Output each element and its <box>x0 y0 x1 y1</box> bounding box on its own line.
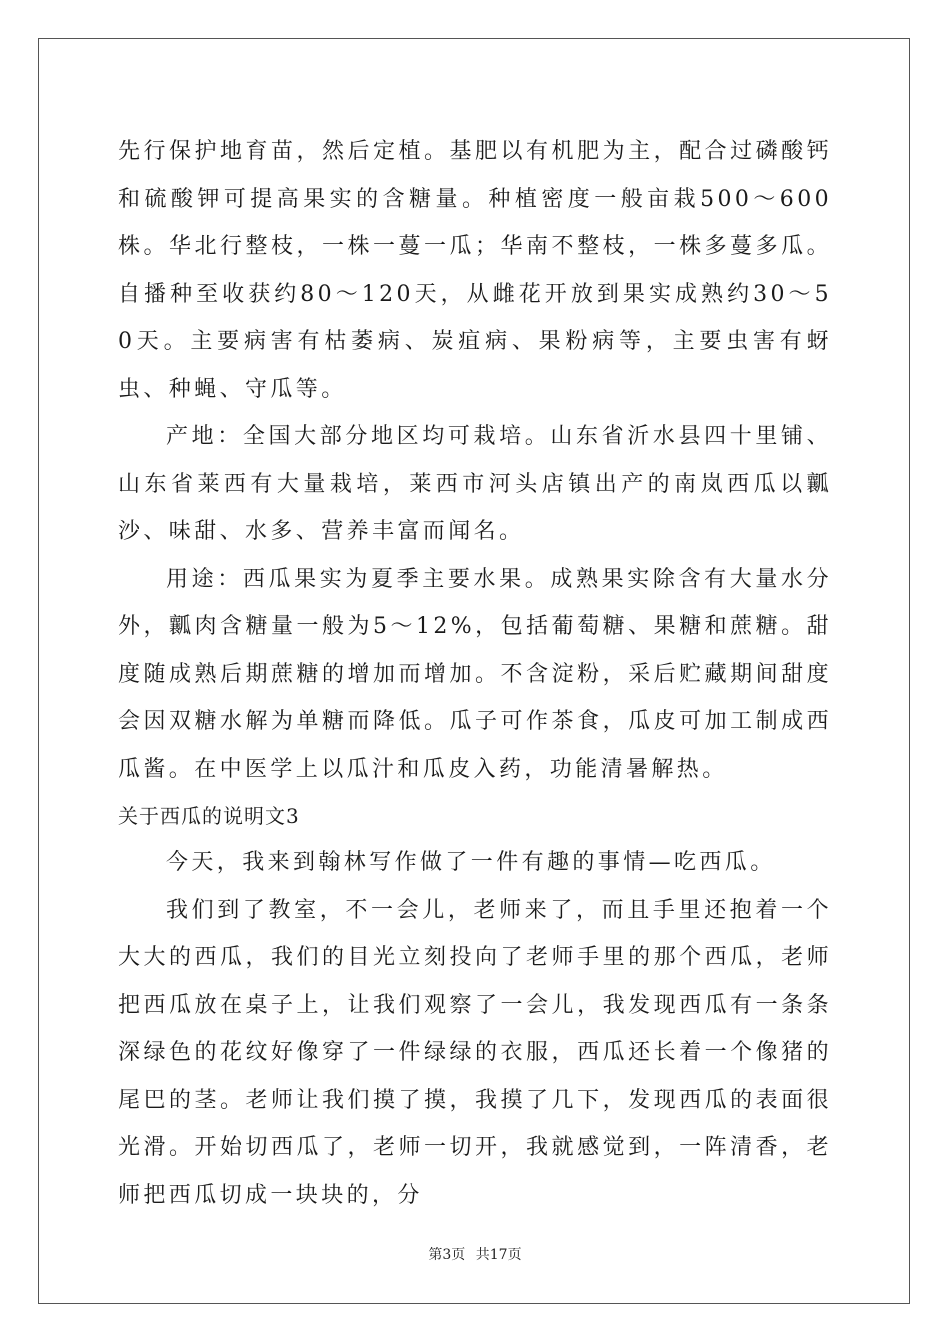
page-footer <box>0 1244 950 1264</box>
paragraph-origin: 产地：全国大部分地区均可栽培。山东省沂水县四十里铺、山东省莱西有大量栽培，莱西市河头店镇出产的南岚西瓜以瓤沙、味甜、水多、营养丰富而闻名。 <box>118 424 832 544</box>
paragraph-intro: 今天，我来到翰林写作做了一件有趣的事情—吃西瓜。 <box>166 850 776 875</box>
page-number: 第3页 <box>428 1247 466 1263</box>
paragraph-story: 我们到了教室，不一会儿，老师来了，而且手里还抱着一个大大的西瓜，我们的目光立刻投向了老师手里的那个西瓜，老师把西瓜放在桌子上，让我们观察了一会儿，我发现西瓜有一条条深绿色的花纹好像穿了一件绿绿的衣服，西瓜还长着一个像猪的尾巴的茎。老师让我们摸了摸，我摸了几下，发现西瓜的表面很光滑。开始切西瓜了，老师一切开，我就感觉到，一阵清香，老师把西瓜切成一块块的，分 <box>118 897 832 1208</box>
paragraph-cultivation: 先行保护地育苗，然后定植。基肥以有机肥为主，配合过磷酸钙和硫酸钾可提高果实的含糖量。种植密度一般亩栽500～600株。华北行整枝，一株一蔓一瓜；华南不整枝，一株多蔓多瓜。自播种至收获约80～120天，从雌花开放到果实成熟约30～50天。主要病害有枯萎病、炭疽病、果粉病等，主要虫害有蚜虫、种蝇、守瓜等。 <box>118 139 832 402</box>
paragraph-usage: 用途：西瓜果实为夏季主要水果。成熟果实除含有大量水分外，瓤肉含糖量一般为5～12%，包括葡萄糖、果糖和蔗糖。甜度随成熟后期蔗糖的增加而增加。不含淀粉，采后贮藏期间甜度会因双糖水解为单糖而降低。瓜子可作茶食，瓜皮可加工制成西瓜酱。在中医学上以瓜汁和瓜皮入药，功能清暑解热。 <box>118 566 832 782</box>
section-heading: 关于西瓜的说明文3 <box>118 804 300 828</box>
document-body <box>118 128 832 1219</box>
page-total: 共17页 <box>475 1247 522 1263</box>
